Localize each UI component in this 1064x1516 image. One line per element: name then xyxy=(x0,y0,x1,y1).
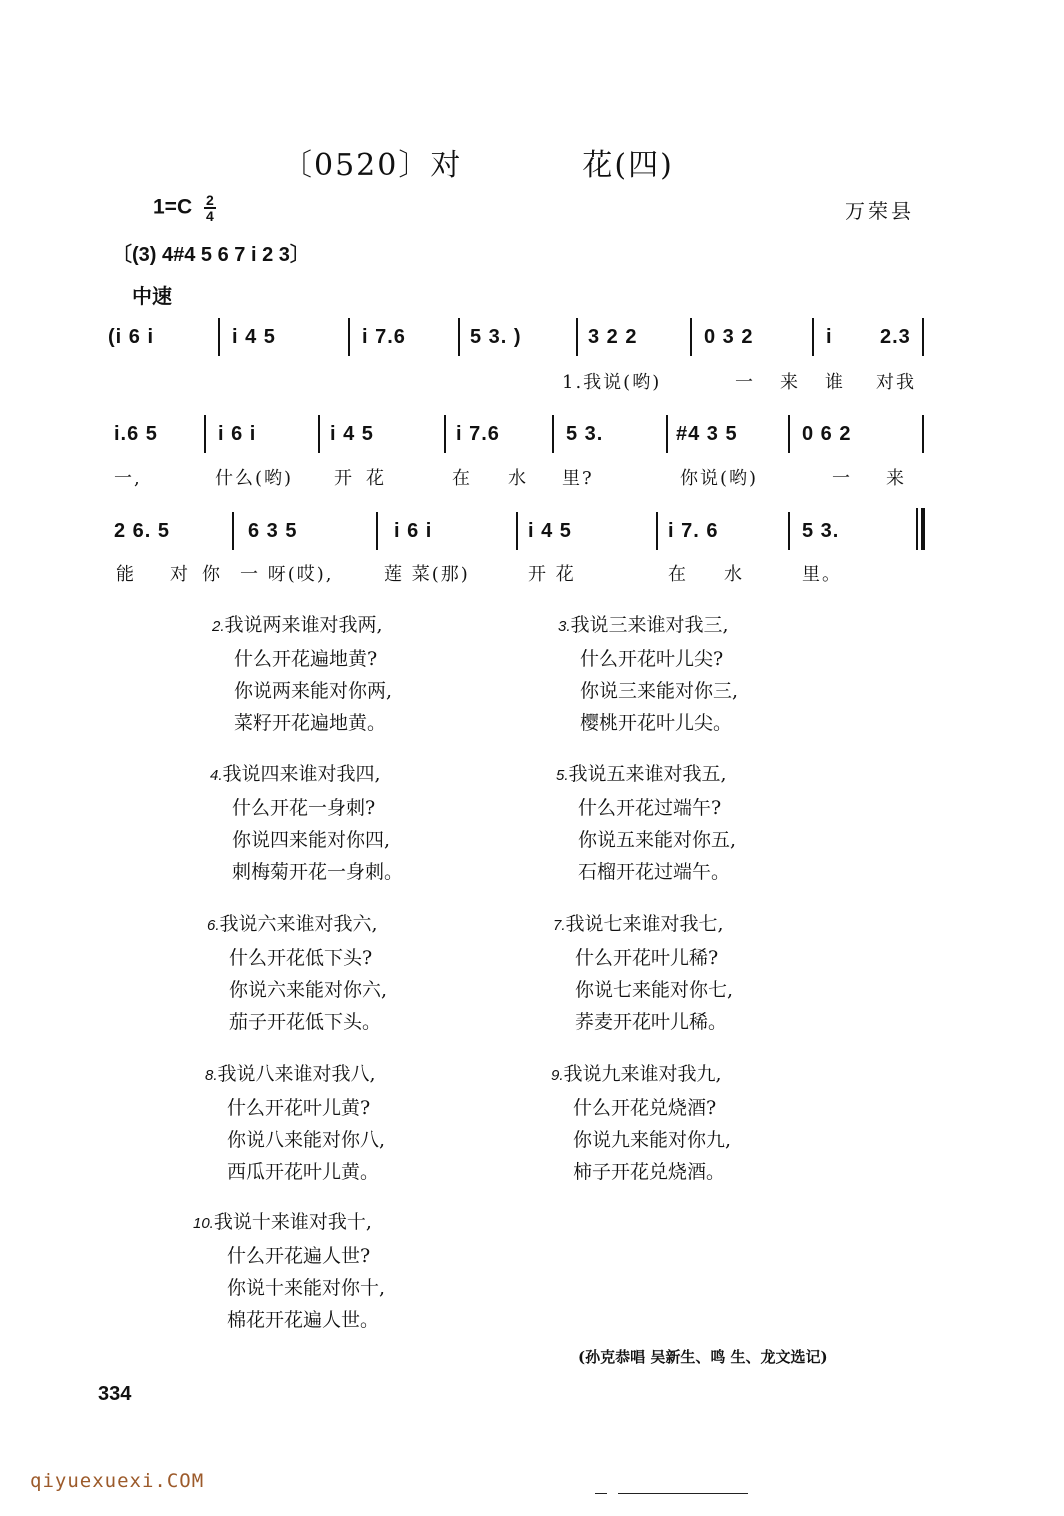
measure-5: 5 3. xyxy=(566,423,604,445)
time-signature xyxy=(204,193,216,223)
measure-1: i.6 5 xyxy=(114,423,158,445)
measure-7: 0 6 2 xyxy=(802,423,852,445)
song-title xyxy=(282,140,674,184)
measure-6: #4 3 5 xyxy=(676,423,738,445)
lyric: 对 xyxy=(170,564,190,585)
song-title-tail: 花(四) xyxy=(582,148,674,183)
measure-6: 0 3 2 xyxy=(704,326,754,348)
lyric: 花 xyxy=(366,468,386,489)
measure-1: (i 6 i xyxy=(108,326,155,348)
key-label: 1=C xyxy=(153,195,193,219)
lyric: 开 花 xyxy=(528,564,576,585)
song-number: 〔0520〕对 xyxy=(282,148,463,183)
lyric: 什么(哟) xyxy=(215,468,294,489)
tempo-marking: 中速 xyxy=(132,286,172,308)
measure-2: i 6 i xyxy=(218,423,257,445)
verse-10: 10.我说十来谁对我十, 什么开花遍人世? 你说十来能对你十, 棉花开花遍人世。 xyxy=(193,1211,386,1331)
footer-rule xyxy=(618,1493,748,1494)
measure-3: i 6 i xyxy=(394,520,433,542)
footer-rule xyxy=(595,1493,607,1494)
measure-3: i 7.6 xyxy=(362,326,406,348)
lyric: 里? xyxy=(562,468,594,489)
measure-2: 6 3 5 xyxy=(248,520,298,542)
verse-5: 5.我说五来谁对我五, 什么开花过端午? 你说五来能对你五, 石榴开花过端午。 xyxy=(556,763,737,883)
lyric: 一 xyxy=(832,468,852,489)
lyric: 一, xyxy=(114,468,142,489)
time-top: 2 xyxy=(206,192,214,208)
key-signature xyxy=(153,193,216,223)
measure-3: i 4 5 xyxy=(330,423,374,445)
verse-8: 8.我说八来谁对我八, 什么开花叶儿黄? 你说八来能对你八, 西瓜开花叶儿黄。 xyxy=(205,1063,386,1183)
time-bottom: 4 xyxy=(206,208,214,224)
lyric: 来 xyxy=(780,372,800,393)
lyric: 谁 xyxy=(825,372,845,393)
measure-4: i 4 5 xyxy=(528,520,572,542)
measure-6: 5 3. xyxy=(802,520,840,542)
measure-7a: i xyxy=(826,326,833,348)
lyric: 水 xyxy=(724,564,744,585)
lyric: 在 xyxy=(452,468,472,489)
lyric: 你说(哟) xyxy=(680,468,759,489)
lyric: 开 xyxy=(334,468,354,489)
lyric: 能 xyxy=(116,564,136,585)
lyric: 来 xyxy=(886,468,906,489)
lyric: 莲 菜(那) xyxy=(384,564,470,585)
lyric: 里。 xyxy=(802,564,842,585)
credit-line: (孙克恭唱 吴新生、鸣 生、龙文选记) xyxy=(578,1348,828,1366)
measure-4: 5 3. ) xyxy=(470,326,522,348)
lyric: 水 xyxy=(508,468,528,489)
watermark: qiyuexuexi.COM xyxy=(30,1470,205,1492)
verse-2: 2.我说两来谁对我两, 什么开花遍地黄? 你说两来能对你两, 菜籽开花遍地黄。 xyxy=(212,614,393,734)
lyric: 1.我说(哟) xyxy=(562,372,662,393)
verse-4: 4.我说四来谁对我四, 什么开花一身刺? 你说四来能对你四, 刺梅菊开花一身刺。 xyxy=(210,763,404,883)
lyric: 一 xyxy=(735,372,755,393)
verse-7: 7.我说七来谁对我七, 什么开花叶儿稀? 你说七来能对你七, 荞麦开花叶儿稀。 xyxy=(553,913,734,1033)
measure-5: 3 2 2 xyxy=(588,326,638,348)
measure-5: i 7. 6 xyxy=(668,520,719,542)
measure-7b: 2.3 xyxy=(880,326,911,348)
verse-9: 9.我说九来谁对我九, 什么开花兑烧酒? 你说九来能对你九, 柿子开花兑烧酒。 xyxy=(551,1063,732,1183)
measure-2: i 4 5 xyxy=(232,326,276,348)
lyric: 你 xyxy=(202,564,222,585)
intro-notes: 〔(3) 4#4 5 6 7 i 2 3〕 xyxy=(112,244,310,266)
measure-1: 2 6. 5 xyxy=(114,520,171,542)
region-label: 万荣县 xyxy=(845,199,914,223)
verse-6: 6.我说六来谁对我六, 什么开花低下头? 你说六来能对你六, 茄子开花低下头。 xyxy=(207,913,388,1033)
lyric: 在 xyxy=(668,564,688,585)
lyric: 一 呀(哎), xyxy=(240,564,334,585)
verse-3: 3.我说三来谁对我三, 什么开花叶儿尖? 你说三来能对你三, 樱桃开花叶儿尖。 xyxy=(558,614,739,734)
page-number: 334 xyxy=(98,1383,132,1405)
measure-4: i 7.6 xyxy=(456,423,500,445)
lyric: 对我 xyxy=(876,372,916,393)
